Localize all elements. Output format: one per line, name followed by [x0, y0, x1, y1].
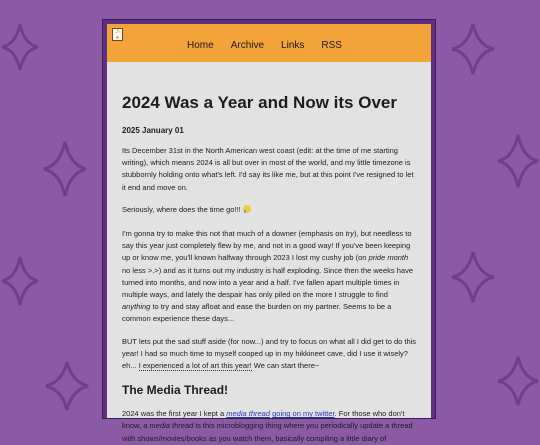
paragraph-art	[122, 336, 417, 373]
media-thread-link-text: media thread	[226, 409, 271, 419]
text-span: I'm gonna try to make this not that much of a downer (emphasis on	[122, 229, 346, 239]
text-span: . For those who don't know, a	[122, 409, 405, 431]
paragraph-media-thread	[122, 408, 417, 445]
star-icon	[42, 140, 88, 198]
emphasis-pride-month: pride month	[368, 253, 409, 263]
emphasis-try: try	[345, 229, 354, 239]
nav-links-link[interactable]: Links	[281, 40, 305, 51]
text-span: BUT lets put the sad stuff aside (for now...) and try to focus on what all I did get to do this year! I had so much time to myself cooped up in my hikkineet cave, did I use it wisely? eh...	[122, 336, 417, 371]
nav-archive-link[interactable]: Archive	[230, 40, 265, 51]
text-span: no less >.>) and as it turns out my industry is half exploding. Since then the weeks have turned into months, and now into a year and a half. I've fallen apart multiple times in multiple ways, and lately the despair has only piled on the more I struggle to find	[122, 265, 413, 300]
crying-emoji-icon	[243, 205, 251, 213]
emphasis-anything: anything	[122, 302, 151, 312]
star-icon	[496, 355, 540, 407]
star-icon	[450, 22, 496, 76]
star-icon	[0, 22, 40, 72]
nav-home-link[interactable]: Home	[187, 40, 214, 51]
paragraph-time	[122, 204, 417, 216]
emphasis-media-thread: media thread	[149, 421, 194, 431]
post-date: 2025 January 01	[122, 126, 184, 135]
section-heading-media-thread: The Media Thread!	[122, 383, 229, 398]
paragraph-time-text: Seriously, where does the time go!!!	[122, 204, 243, 214]
star-icon	[496, 133, 540, 189]
star-icon	[450, 250, 496, 304]
twitter-link[interactable]: going on my twitter	[272, 409, 335, 419]
text-span: ), but needless to say this year just completely flew by me, and not in a good way! If you've been keeping up or know me, you'll known halfway through 2023 I lost my cushy job (on	[122, 229, 412, 263]
nav-rss-link[interactable]: RSS	[321, 40, 342, 51]
page-frame	[102, 19, 436, 443]
star-icon	[44, 360, 90, 410]
text-span: We can start there~	[251, 361, 320, 371]
post-content	[107, 62, 431, 443]
top-nav	[107, 24, 431, 62]
text-span: 2024 was the first year I kept a	[122, 409, 227, 419]
nav-links	[187, 40, 342, 51]
paragraph-job	[122, 228, 417, 326]
text-span: to try and stay afloat and ease the burden on my partner. Seems to be a common experience these days...	[122, 302, 392, 324]
post-title: 2024 Was a Year and Now its Over	[122, 93, 397, 112]
text-span: is this microblogging thing where you periodically update a thread with shows/movies/books as you watch them, basically compiling a little diary of	[122, 421, 413, 443]
site-logo[interactable]: ニャ	[112, 28, 123, 41]
art-link[interactable]: I experienced a lot of art this year!	[138, 361, 252, 371]
media-thread-link[interactable]	[226, 409, 270, 418]
star-icon	[0, 255, 40, 307]
paragraph-intro: Its December 31st in the North American west coast (edit: at the time of me starting writing), which means 2024 is all but over in most of the world, and my little timezone is stubbornly holding onto what's left. I'd say its like me, but at this point I've resigned to let it end and move on.	[122, 146, 414, 192]
